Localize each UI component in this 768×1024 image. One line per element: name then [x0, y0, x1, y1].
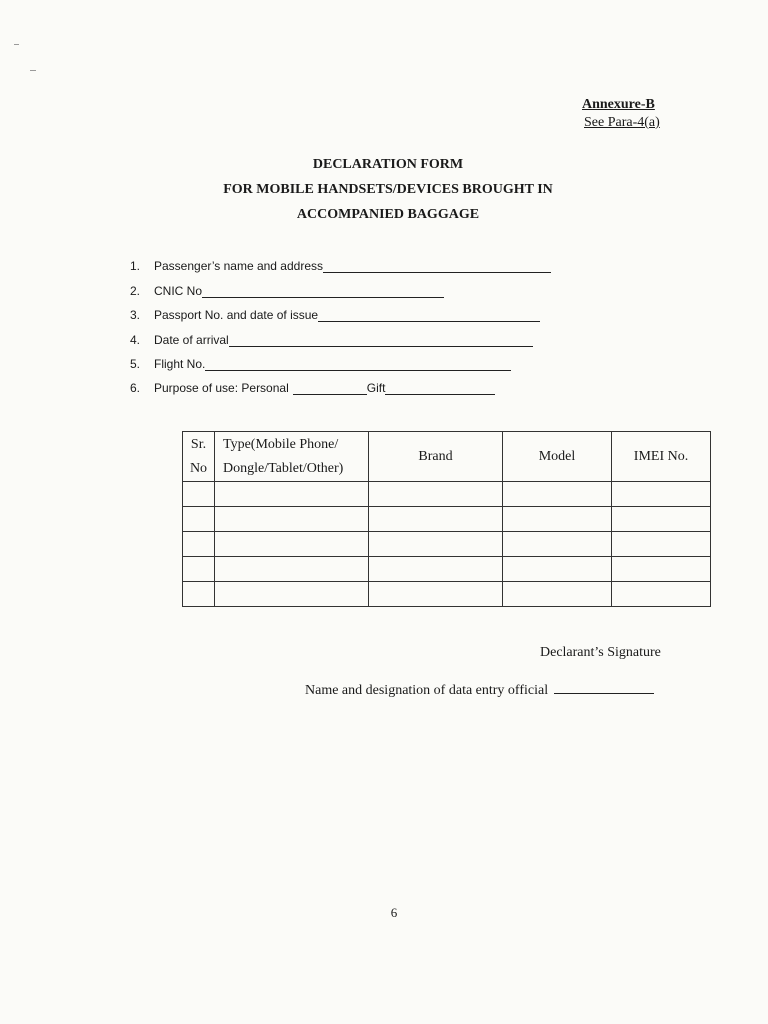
cell-type[interactable] — [215, 482, 369, 507]
passport-input[interactable] — [318, 309, 540, 322]
header-sr-no — [183, 432, 215, 482]
cell-sr[interactable] — [183, 482, 215, 507]
field-label-gift: Gift — [366, 381, 386, 396]
declarant-signature-label: Declarant’s Signature — [540, 645, 661, 660]
cell-brand[interactable] — [369, 507, 503, 532]
field-label: Passenger’s name and address — [154, 259, 323, 274]
cell-imei[interactable] — [612, 557, 711, 582]
cell-imei[interactable] — [612, 482, 711, 507]
header-model: Model — [503, 432, 612, 482]
table-header-row — [183, 432, 711, 482]
header-imei: IMEI No. — [612, 432, 711, 482]
table-row — [183, 507, 711, 532]
cell-sr[interactable] — [183, 582, 215, 607]
header-type — [215, 432, 369, 482]
cell-brand[interactable] — [369, 582, 503, 607]
field-label: Flight No. — [154, 356, 206, 371]
table-row — [183, 482, 711, 507]
heading-line-2: FOR MOBILE HANDSETS/DEVICES BROUGHT IN — [223, 182, 553, 197]
cnic-input[interactable] — [202, 285, 444, 298]
heading-line-3: ACCOMPANIED BAGGAGE — [296, 207, 480, 222]
cell-imei[interactable] — [612, 582, 711, 607]
page-number: 6 — [390, 905, 398, 920]
heading-line-1: DECLARATION FORM — [312, 157, 464, 172]
scan-mark — [30, 70, 36, 71]
field-label: Purpose of use: Personal — [154, 381, 289, 396]
scan-mark — [14, 44, 19, 45]
cell-sr[interactable] — [183, 507, 215, 532]
cell-brand[interactable] — [369, 557, 503, 582]
annexure-reference: See Para-4(a) — [584, 115, 660, 130]
cell-model[interactable] — [503, 507, 612, 532]
field-purpose — [130, 374, 551, 398]
arrival-date-input[interactable] — [229, 334, 533, 347]
field-label: Passport No. and date of issue — [154, 308, 319, 323]
data-entry-official-label: Name and designation of data entry official — [305, 683, 549, 698]
field-label: CNIC No — [154, 283, 203, 298]
field-number: 4. — [130, 332, 141, 347]
header-sr-line-1: Sr. — [190, 436, 207, 452]
cell-sr[interactable] — [183, 557, 215, 582]
purpose-gift-input[interactable] — [385, 382, 495, 395]
cell-imei[interactable] — [612, 532, 711, 557]
header-sr-line-2: No — [189, 460, 208, 476]
cell-type[interactable] — [215, 557, 369, 582]
purpose-personal-input[interactable] — [293, 382, 367, 395]
field-cnic — [130, 276, 551, 300]
table-row — [183, 582, 711, 607]
field-number: 3. — [130, 308, 141, 323]
cell-brand[interactable] — [369, 532, 503, 557]
field-number: 6. — [130, 381, 141, 396]
table-row — [183, 557, 711, 582]
field-label: Date of arrival — [154, 332, 229, 347]
field-number: 1. — [130, 259, 141, 274]
cell-brand[interactable] — [369, 482, 503, 507]
cell-sr[interactable] — [183, 532, 215, 557]
header-type-line-1: Type(Mobile Phone/ — [223, 436, 339, 452]
annexure-title: Annexure-B — [582, 97, 655, 112]
cell-model[interactable] — [503, 532, 612, 557]
devices-table — [182, 431, 711, 607]
cell-model[interactable] — [503, 482, 612, 507]
form-heading — [0, 152, 768, 227]
cell-type[interactable] — [215, 507, 369, 532]
header-type-line-2: Dongle/Tablet/Other) — [223, 460, 344, 476]
flight-no-input[interactable] — [205, 358, 511, 371]
passenger-fields — [130, 252, 551, 398]
field-passenger-name — [130, 252, 551, 276]
cell-model[interactable] — [503, 557, 612, 582]
field-number: 5. — [130, 356, 141, 371]
field-flight-no — [130, 350, 551, 374]
cell-model[interactable] — [503, 582, 612, 607]
header-brand: Brand — [369, 432, 503, 482]
passenger-name-address-input[interactable] — [323, 260, 551, 273]
data-entry-official — [305, 681, 654, 699]
cell-imei[interactable] — [612, 507, 711, 532]
cell-type[interactable] — [215, 582, 369, 607]
table-row — [183, 532, 711, 557]
annexure-block — [560, 96, 680, 132]
cell-type[interactable] — [215, 532, 369, 557]
data-entry-official-input[interactable] — [554, 681, 654, 694]
field-passport — [130, 301, 551, 325]
field-number: 2. — [130, 283, 141, 298]
field-arrival-date — [130, 325, 551, 349]
